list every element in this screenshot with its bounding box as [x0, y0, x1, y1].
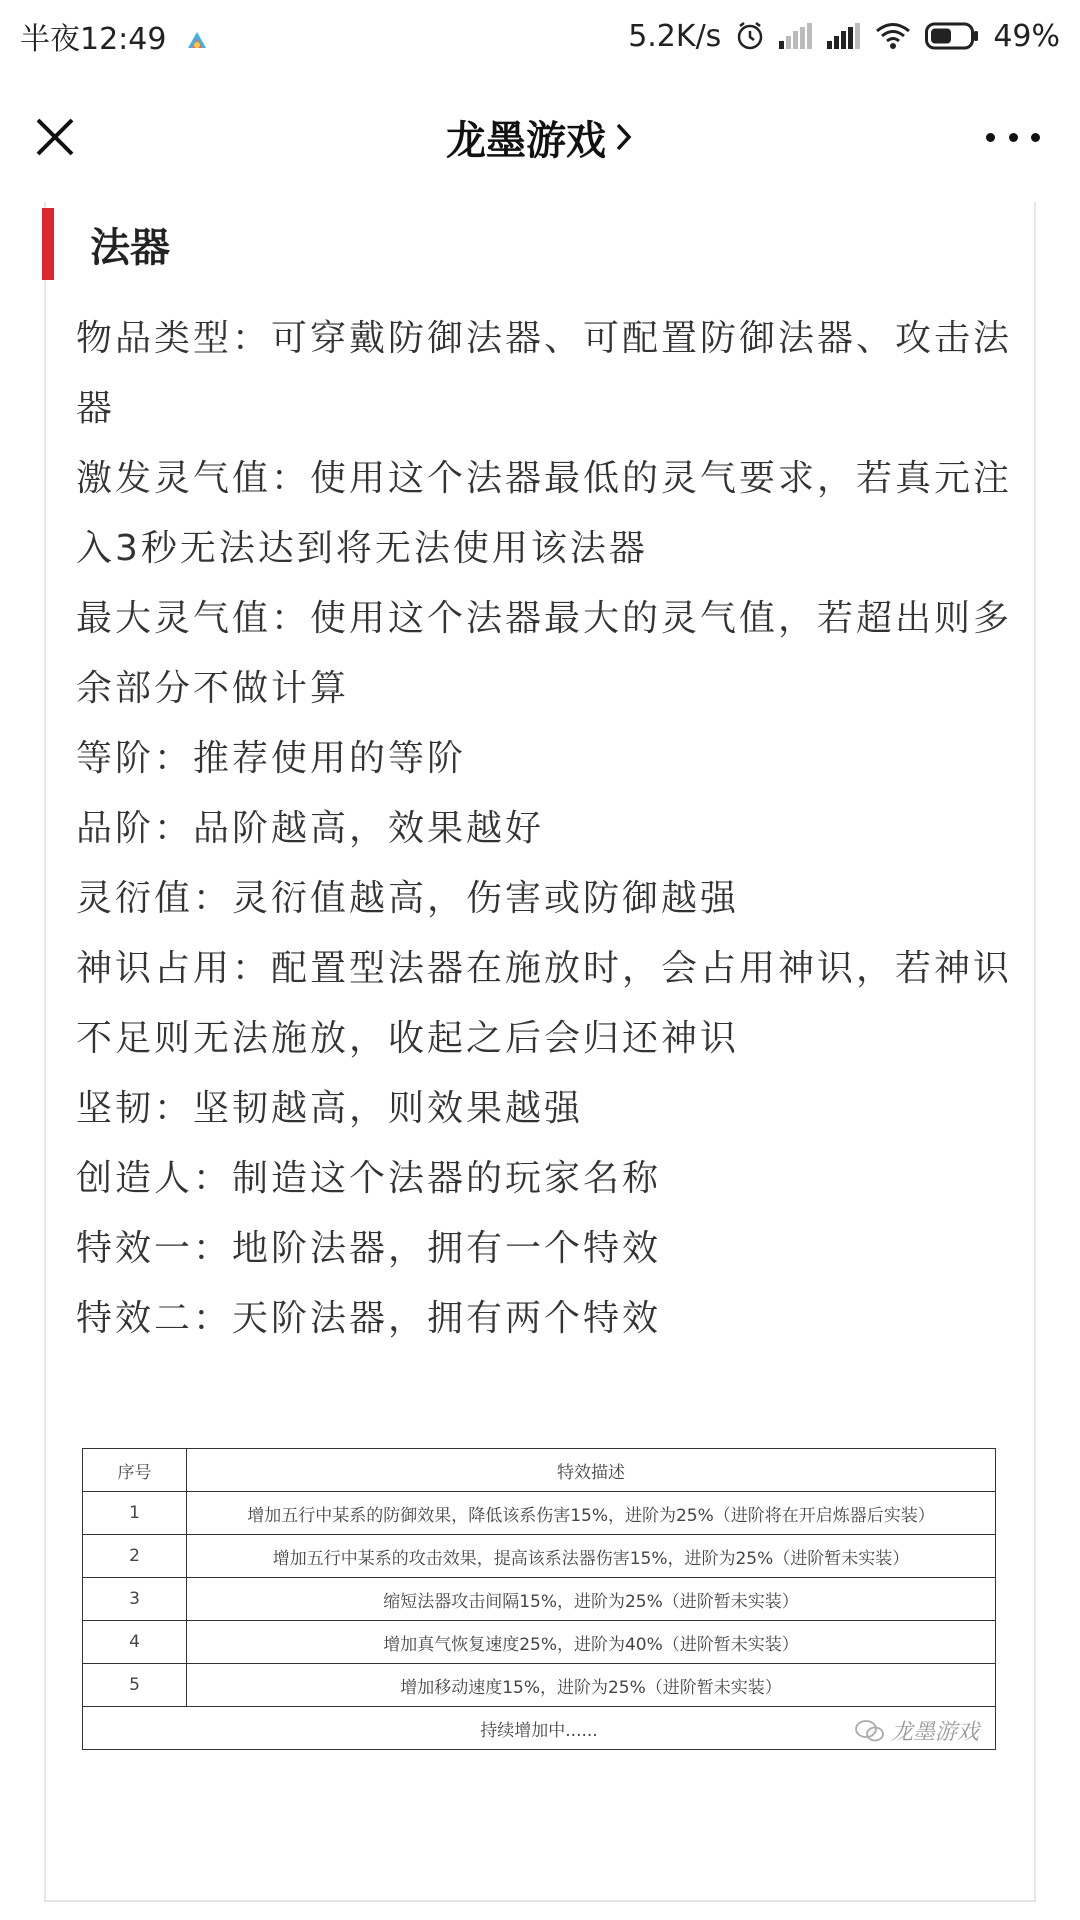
table-row: [83, 1492, 996, 1535]
row-index: 3: [83, 1578, 187, 1621]
battery-icon: [925, 22, 979, 50]
row-index: 2: [83, 1535, 187, 1578]
page-title: 龙墨游戏: [446, 117, 606, 164]
table-footer: [83, 1707, 996, 1750]
table-row: [83, 1578, 996, 1621]
row-description: 增加五行中某系的防御效果，降低该系伤害15%，进阶为25%（进阶将在开启炼器后实装）: [187, 1492, 996, 1535]
close-icon: [30, 112, 80, 162]
description-item: 物品类型：可穿戴防御法器、可配置防御法器、攻击法器: [76, 318, 1013, 429]
more-dot: [1031, 133, 1040, 142]
status-right: [628, 19, 1060, 54]
status-left: [20, 14, 208, 58]
effects-table: [82, 1448, 996, 1750]
more-menu-button[interactable]: [986, 130, 1040, 144]
row-description: 增加五行中某系的攻击效果，提高该系法器伤害15%，进阶为25%（进阶暂未实装）: [187, 1535, 996, 1578]
footer-text: 持续增加中......: [480, 1720, 598, 1741]
wechat-icon: [855, 1720, 885, 1742]
section-accent-bar: [42, 208, 54, 280]
description-item: 坚韧：坚韧越高，则效果越强: [76, 1088, 584, 1129]
description-item: 创造人：制造这个法器的玩家名称: [76, 1158, 662, 1199]
row-index: 4: [83, 1621, 187, 1664]
more-dot: [986, 133, 995, 142]
nav-bar: [0, 72, 1080, 202]
description-item: 神识占用：配置型法器在施放时，会占用神识，若神识不足则无法施放，收起之后会归还神识: [76, 948, 1013, 1059]
status-bar: [0, 0, 1080, 72]
description-item: 等阶：推荐使用的等阶: [76, 738, 467, 779]
table-header-row: [83, 1449, 996, 1492]
table-row: [83, 1621, 996, 1664]
status-time: 半夜12:49: [20, 22, 167, 57]
table-row: [83, 1535, 996, 1578]
row-index: 5: [83, 1664, 187, 1707]
alarm-icon: [735, 21, 765, 51]
signal-icon-sim2: [827, 23, 861, 49]
watermark-text: 龙墨游戏: [890, 1720, 979, 1745]
network-speed: 5.2K/s: [628, 18, 722, 54]
description-item: 最大灵气值：使用这个法器最大的灵气值，若超出则多余部分不做计算: [76, 598, 1013, 709]
article-card: [44, 202, 1036, 1902]
close-button[interactable]: [30, 112, 80, 162]
description-item: 特效二：天阶法器，拥有两个特效: [76, 1298, 662, 1339]
more-dot: [1009, 133, 1018, 142]
header-index: 序号: [83, 1449, 187, 1492]
wifi-icon: [875, 22, 911, 50]
description-list: [76, 304, 1016, 1354]
description-item: 特效一：地阶法器，拥有一个特效: [76, 1228, 662, 1269]
app-notification-icon: [186, 25, 208, 47]
account-title-link[interactable]: [446, 109, 634, 166]
description-item: 激发灵气值：使用这个法器最低的灵气要求，若真元注入3秒无法达到将无法使用该法器: [76, 458, 1013, 569]
row-description: 增加移动速度15%，进阶为25%（进阶暂未实装）: [187, 1664, 996, 1707]
signal-icon-sim1: [779, 23, 813, 49]
battery-percent: 49%: [993, 18, 1060, 54]
table-row: [83, 1664, 996, 1707]
row-description: 增加真气恢复速度25%，进阶为40%（进阶暂未实装）: [187, 1621, 996, 1664]
description-item: 灵衍值：灵衍值越高，伤害或防御越强: [76, 878, 740, 919]
header-description: 特效描述: [187, 1449, 996, 1492]
section-title: 法器: [90, 224, 170, 271]
row-index: 1: [83, 1492, 187, 1535]
description-item: 品阶：品阶越高，效果越好: [76, 808, 545, 849]
section-header: [46, 208, 170, 280]
table-footer-row: [83, 1707, 996, 1750]
watermark: [855, 1715, 979, 1746]
row-description: 缩短法器攻击间隔15%，进阶为25%（进阶暂未实装）: [187, 1578, 996, 1621]
chevron-right-icon: [614, 121, 634, 153]
